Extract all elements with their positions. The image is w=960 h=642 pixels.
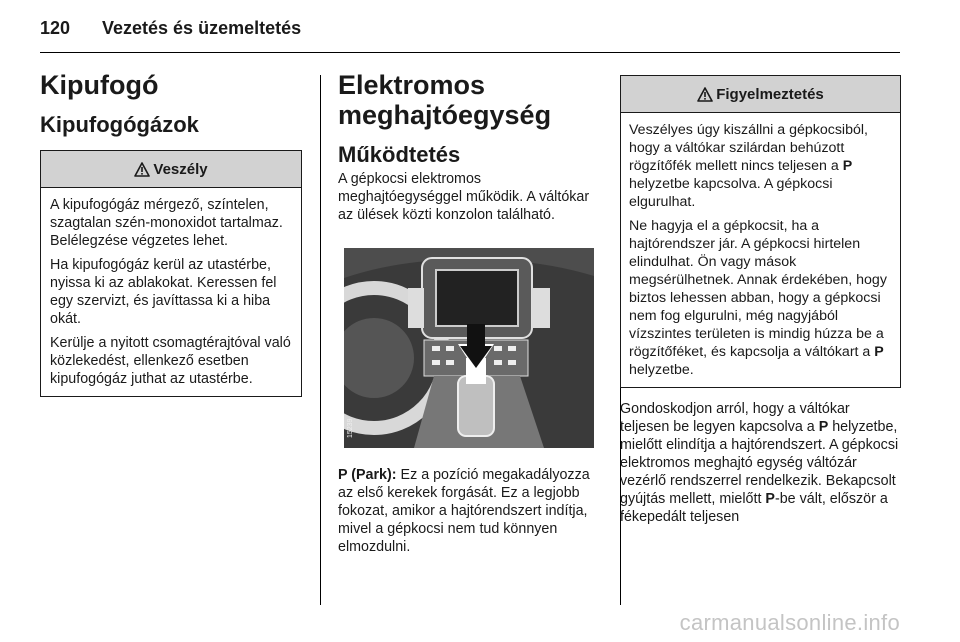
danger-box-title: Veszély <box>153 160 208 178</box>
warning-triangle-icon <box>134 162 150 177</box>
section-heading: Kipufogó <box>40 70 159 100</box>
danger-box-body <box>41 188 301 396</box>
column-divider <box>320 75 321 605</box>
warning-box-title: Figyelmeztetés <box>716 85 824 103</box>
danger-box <box>40 150 302 397</box>
column-warning <box>620 75 901 526</box>
park-label: P (Park): <box>338 467 397 483</box>
console-drawing <box>344 248 594 448</box>
danger-paragraph: Kerülje a nyitott csomagtérajtóval való közlekedést, ellenkező esetben kipufogógáz juthat az utastérbe. <box>50 335 291 387</box>
danger-paragraph: A kipufogógáz mérgező, színtelen, szagtalan szén-monoxidot tartalmaz. Belélegzése végzetes lehet. <box>50 197 283 249</box>
subsection-heading: Kipufogógázok <box>40 112 199 137</box>
subsection-heading: Működtetés <box>338 142 461 167</box>
page-header <box>40 18 301 39</box>
danger-box-header <box>41 151 301 188</box>
watermark: carmanualsonline.info <box>679 610 900 635</box>
warning-box <box>620 75 901 388</box>
shift-paragraph: Gondoskodjon arról, hogy a váltókar teljesen be legyen kapcsolva a P helyzetbe, mielőtt elindítja a hajtórendszert. A gépkocsi elektromos meghajtó egység váltózár vezérlő rendszerrel rendelkezik. Bekapcsolt gyújtás mellett, mielőtt P-be vált, először a fékepedált teljesen <box>620 401 899 525</box>
warning-paragraph: Veszélyes úgy kiszállni a gépkocsiból, hogy a váltókar szilárdan behúzott rögzítőfék mellett nincs teljesen a P helyzetbe kapcsolva. A gépkocsi elgurulhat. <box>629 122 868 210</box>
column-exhaust <box>40 70 302 397</box>
section-heading: Elektromos meghajtóegység <box>338 70 552 130</box>
warning-paragraph: Ne hagyja el a gépkocsit, ha a hajtórendszer jár. A gépkocsi hirtelen elindulhat. Ön vagy mások megsérülhetnek. Annak érdekében, hogy biztos lehessen abban, hogy a gépkocsi nem fog elgurulni, még nagyjából vízszintes területen is mindig húzza be a rögzítőféket, és kapcsolja a váltókart a P helyzetbe. <box>629 218 887 378</box>
danger-paragraph: Ha kipufogógáz kerül az utastérbe, nyissa ki az ablakokat. Keressen fel egy szervizt, és javíttassa ki a hiba okát. <box>50 257 277 327</box>
park-paragraph: P (Park): Ez a pozíció megakadályozza az első kerekek forgását. Ez a legjobb fokozat, amikor a hajtórendszert indítja, mivel a gépkocsi nem tud könnyen elmozdulni. <box>338 467 590 555</box>
column-powertrain <box>338 70 600 556</box>
chapter-title: Vezetés és üzemeltetés <box>102 18 302 38</box>
warning-triangle-icon <box>697 87 713 102</box>
header-rule <box>40 52 900 53</box>
gear-selector-illustration <box>344 248 594 448</box>
warning-box-body <box>621 113 900 387</box>
warning-box-header <box>621 76 900 113</box>
intro-paragraph: A gépkocsi elektromos meghajtóegységgel működik. A váltókar az ülések közti konzolon található. <box>338 171 590 223</box>
image-code: 15239 <box>347 418 354 438</box>
page-number: 120 <box>40 18 71 38</box>
